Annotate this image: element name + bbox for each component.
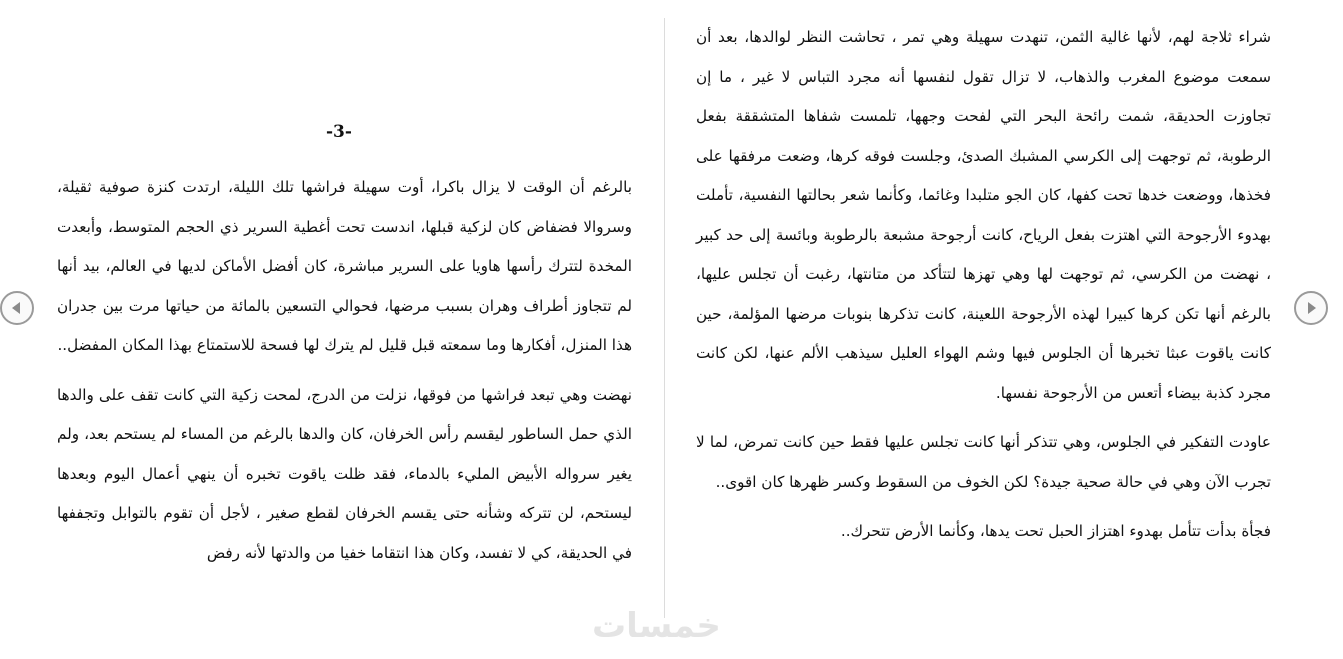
paragraph: نهضت وهي تبعد فراشها من فوقها، نزلت من الدرج، لمحت زكية التي كانت تقف على والدها الذي حمل الساطور ليقسم رأس الخرفان، كان والدها بالرغم من المساء لم يستحم بعد، ولم يغير سرواله الأبيض المليء بالدماء، فقد ظلت ياقوت تخبره أن ينهي أعمال اليوم وبعدها ليستحم، لن تتركه وشأنه حتى يقسم الخرفان لقطع صغير ، لأجل أن تقوم بالتوابل وتجففها في الحديقة، كي لا تفسد، وكان هذا انتقاما خفيا من والدتها لأنه رفض xyxy=(57,385,632,562)
watermark-logo: خمسات xyxy=(592,606,721,646)
paragraph: شراء ثلاجة لهم، لأنها غالية الثمن، تنهدت سهيلة وهي تمر ، تحاشت النظر لوالدها، بعد أن سمعت موضوع المغرب والذهاب، لا تزال تقول لنفسها أنه مجرد التباس لا غير ، ما إن تجاوزت الحديقة، شمت رائحة البحر التي لفحت وجهها، تلمست شفاها المتشققة بفعل الرطوبة، ثم توجهت إلى الكرسي المشبك الصدئ، وجلست فوقه كرها، وضعت مرفقها على فخذها، ووضعت خدها تحت كفها، كان الجو متلبدا وغائما، وكأنما شعر بحالتها النفسية، تأملت بهدوء الأرجوحة التي اهتزت بفعل الرياح، كانت أرجوحة مشبعة بالرطوبة وبائسة إلى حد كبير ، نهضت من الكرسي، ثم توجهت لها وهي تهزها لتتأكد من متانتها، رغبت أن تجلس عليها، بالرغم أنها تكن كرها كبيرا لهذه الأرجوحة اللعينة، كانت تذكرها بنوبات مرضها المؤلمة، حين كانت ياقوت عبثا تخبرها أن الجلوس فيها وشم الهواء العليل سيذهب الألم عنها، لكن كانت مجرد كذبة بيضاء أتعس من الأرجوحة نفسها. xyxy=(696,28,1271,402)
paragraph: عاودت التفكير في الجلوس، وهي تتذكر أنها كانت تجلس عليها فقط حين كانت تمرض، لما لا تجرب الآن وهي في حالة صحية جيدة؟ لكن الخوف من السقوط وكسر ظهرها كان اقوى.. xyxy=(696,433,1271,491)
paragraph: بالرغم أن الوقت لا يزال باكرا، أوت سهيلة فراشها تلك الليلة، ارتدت كنزة صوفية ثقيلة، وسروالا فضفاض كان لزكية قبلها، اندست تحت أغطية السرير ذي الحجم المتوسط، وأبعدت المخدة لتترك رأسها هاويا على السرير مباشرة، كان أفضل الأماكن لديها في العالم، بيد أنها لم تتجاوز أطراف وهران بسبب مرضها، فحوالي التسعين بالمائة من حياتها مرت بين جدران هذا المنزل، أفكارها وما سمعته قبل قليل لم يترك لها فسحة للاستمتاع بهذا المكان المفضل.. xyxy=(57,178,632,354)
left-page-text xyxy=(57,168,632,573)
arrow-right-icon xyxy=(1303,300,1319,316)
page-number: -3- xyxy=(326,122,352,142)
paragraph: فجأة بدأت تتأمل بهدوء اهتزاز الحبل تحت يدها، وكأنما الأرض تتحرك.. xyxy=(840,522,1271,540)
left-page xyxy=(0,0,665,659)
previous-page-button[interactable] xyxy=(0,291,34,325)
arrow-left-icon xyxy=(9,300,25,316)
right-page-text xyxy=(696,18,1271,552)
right-page xyxy=(665,0,1343,659)
next-page-button[interactable] xyxy=(1294,291,1328,325)
